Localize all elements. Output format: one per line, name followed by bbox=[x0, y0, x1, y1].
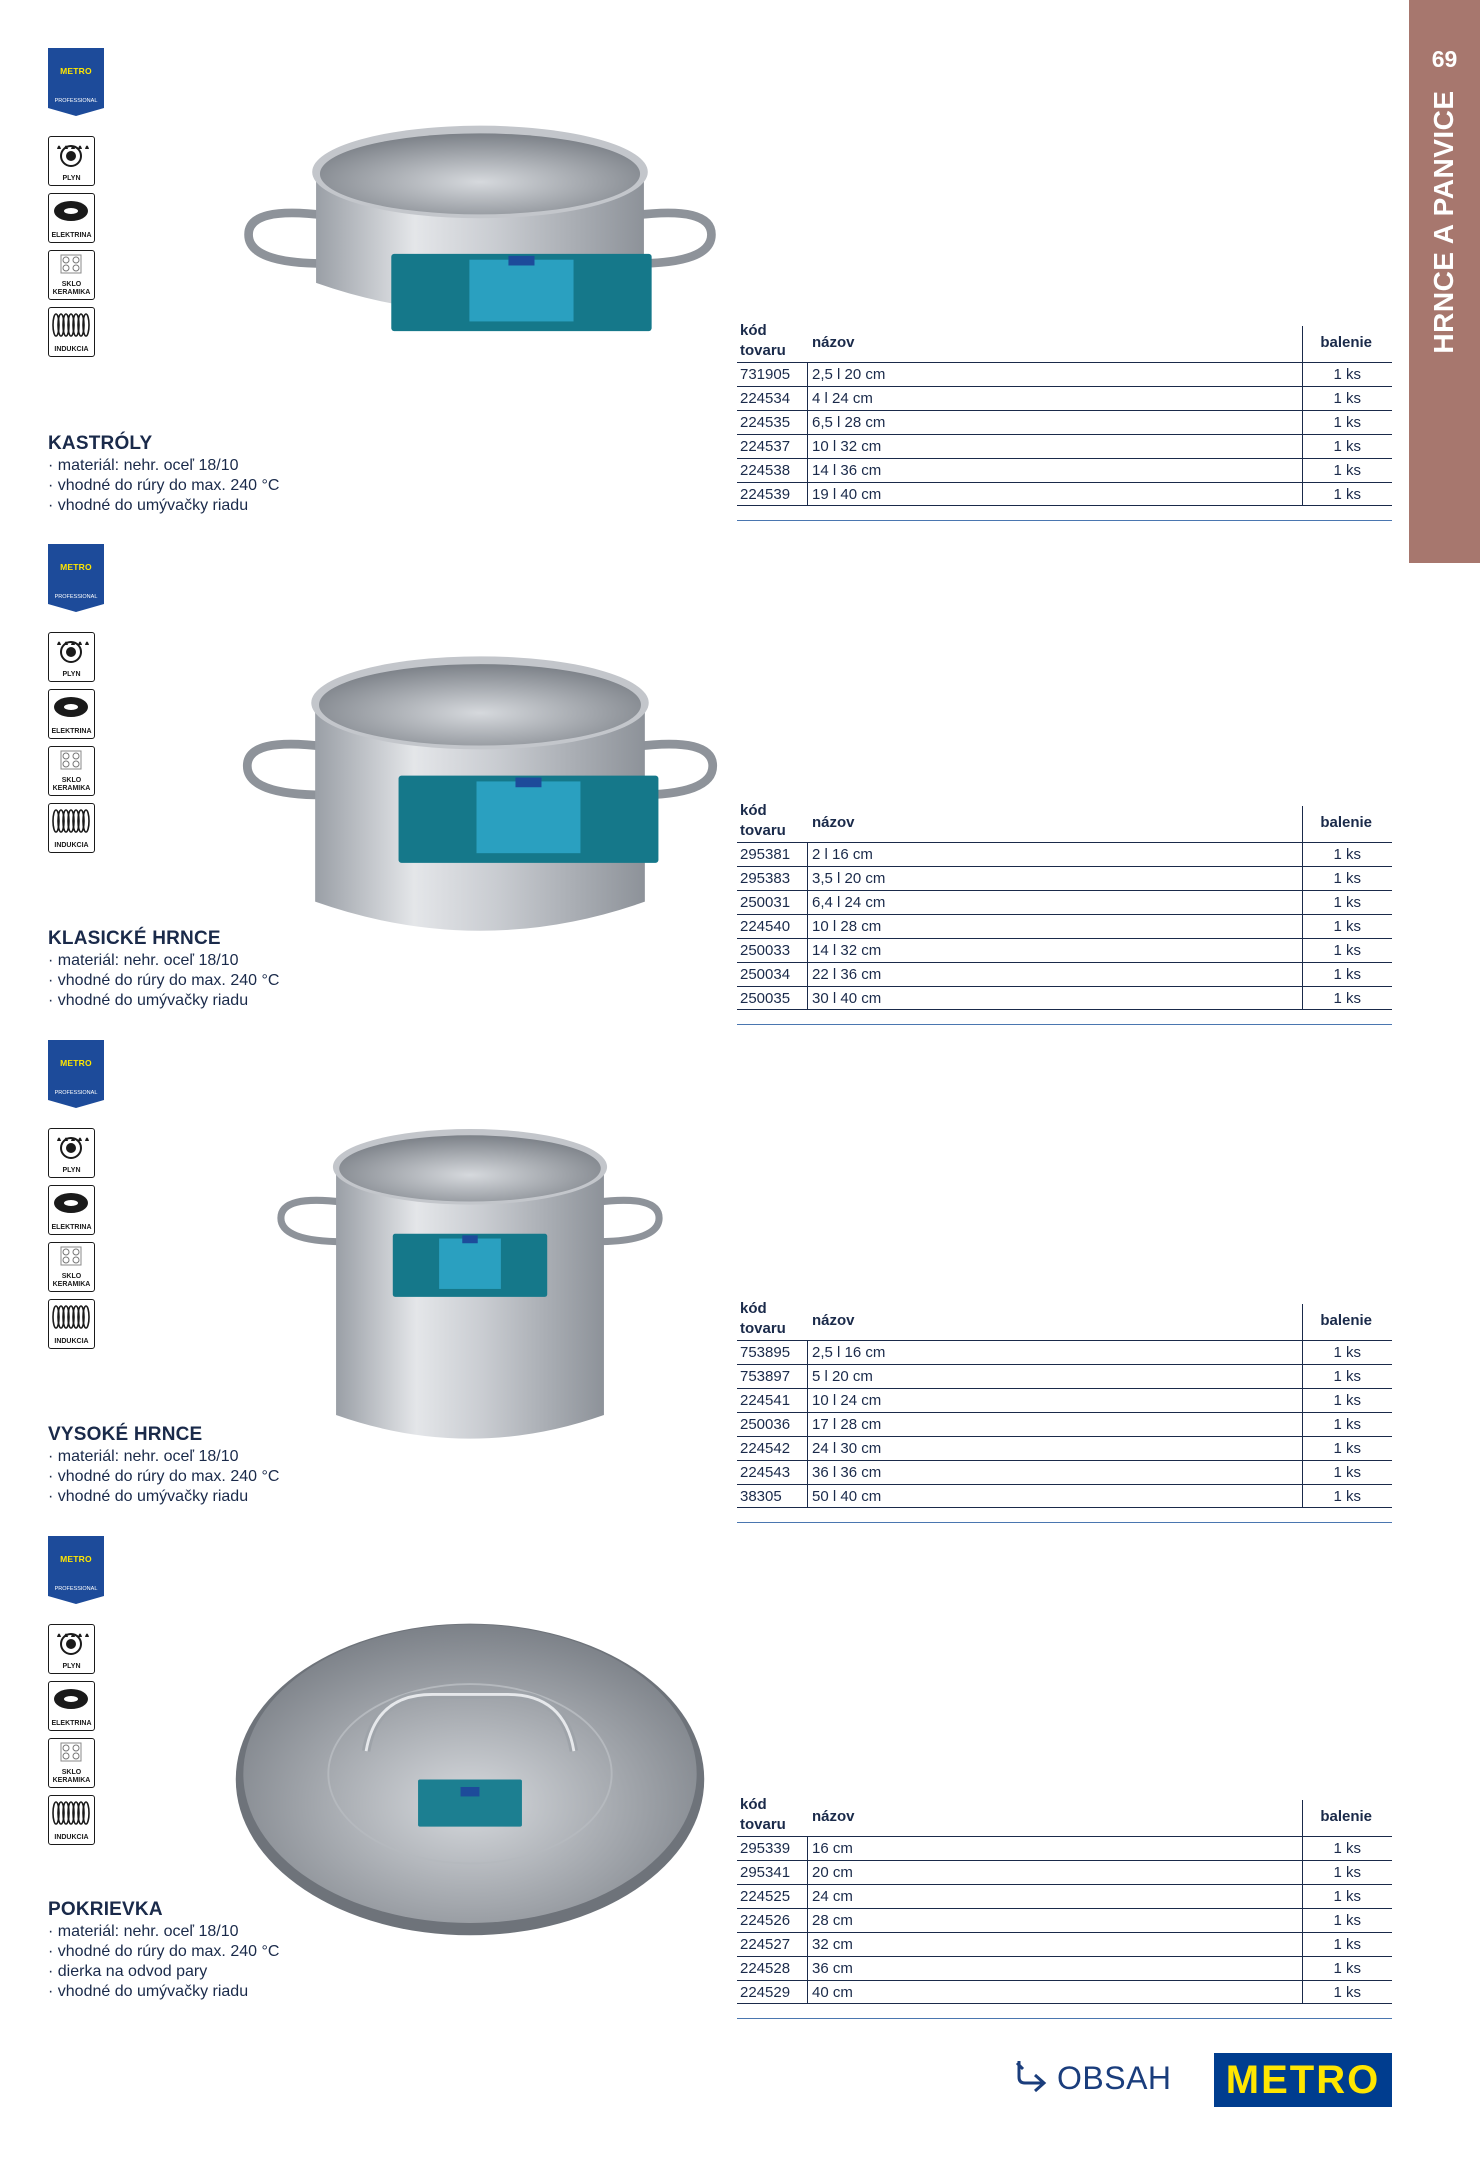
product-image bbox=[210, 1600, 730, 1940]
header-code-line2: tovaru bbox=[740, 1816, 786, 1833]
product-image bbox=[160, 90, 800, 360]
table-row bbox=[737, 458, 1392, 482]
row-pack: 1 ks bbox=[1333, 894, 1361, 911]
metro-professional-badge bbox=[48, 544, 104, 612]
glass-line1: SKLO bbox=[61, 777, 82, 784]
table-row bbox=[737, 986, 1392, 1010]
row-name: 17 l 28 cm bbox=[812, 1416, 882, 1433]
product-title: KASTRÓLY bbox=[48, 433, 153, 454]
badge-subtitle: PROFESSIONAL bbox=[54, 98, 98, 104]
row-pack: 1 ks bbox=[1333, 1960, 1361, 1977]
electric-cooktop-label: ELEKTRINA bbox=[51, 232, 92, 239]
table-row bbox=[737, 866, 1392, 890]
badge-logo-text: METRO bbox=[60, 1058, 92, 1068]
product-description bbox=[48, 928, 279, 1011]
row-pack: 1 ks bbox=[1333, 462, 1361, 479]
row-pack: 1 ks bbox=[1333, 990, 1361, 1007]
header-code-line1: kód bbox=[740, 1796, 767, 1813]
glass-line2: KERAMIKA bbox=[52, 1777, 91, 1784]
table-row bbox=[737, 386, 1392, 410]
row-pack: 1 ks bbox=[1333, 486, 1361, 503]
header-name: názov bbox=[812, 334, 855, 351]
table-row bbox=[737, 1484, 1392, 1508]
table-row bbox=[737, 1860, 1392, 1884]
table-header bbox=[737, 800, 1392, 842]
glass-line2: KERAMIKA bbox=[52, 1281, 91, 1288]
row-pack: 1 ks bbox=[1333, 1984, 1361, 2001]
row-name: 36 l 36 cm bbox=[812, 1464, 882, 1481]
row-name: 2 l 16 cm bbox=[812, 846, 873, 863]
row-name: 3,5 l 20 cm bbox=[812, 870, 886, 887]
product-feature: · dierka na odvod pary bbox=[48, 1963, 208, 1980]
induction-cooktop-label: INDUKCIA bbox=[54, 1834, 89, 1841]
table-row bbox=[737, 962, 1392, 986]
gas-cooktop-label: PLYN bbox=[62, 671, 81, 678]
induction-cooktop-icon bbox=[48, 803, 95, 853]
row-code: 295341 bbox=[740, 1864, 791, 1881]
row-pack: 1 ks bbox=[1333, 1840, 1361, 1857]
header-name: názov bbox=[812, 1808, 855, 1825]
glass-line2: KERAMIKA bbox=[52, 785, 91, 792]
header-code bbox=[740, 801, 810, 841]
row-code: 224535 bbox=[740, 414, 791, 431]
table-row bbox=[737, 1980, 1392, 2004]
row-name: 28 cm bbox=[812, 1912, 853, 1929]
row-pack: 1 ks bbox=[1333, 918, 1361, 935]
row-name: 50 l 40 cm bbox=[812, 1488, 882, 1505]
header-code bbox=[740, 321, 810, 361]
row-name: 24 cm bbox=[812, 1888, 853, 1905]
row-code: 295383 bbox=[740, 870, 791, 887]
glass-line1: SKLO bbox=[61, 1273, 82, 1280]
gas-cooktop-icon bbox=[48, 632, 95, 682]
row-name: 22 l 36 cm bbox=[812, 966, 882, 983]
row-name: 40 cm bbox=[812, 1984, 853, 2001]
table-row bbox=[737, 1388, 1392, 1412]
row-pack: 1 ks bbox=[1333, 1488, 1361, 1505]
section-divider bbox=[737, 520, 1392, 521]
product-title: POKRIEVKA bbox=[48, 1899, 163, 1920]
product-feature: · vhodné do umývačky riadu bbox=[48, 497, 249, 514]
table-header bbox=[737, 1794, 1392, 1836]
glass-cooktop-icon bbox=[48, 1738, 95, 1788]
header-code-line2: tovaru bbox=[740, 822, 786, 839]
row-name: 6,5 l 28 cm bbox=[812, 414, 886, 431]
table-row bbox=[737, 890, 1392, 914]
section-divider bbox=[737, 2018, 1392, 2019]
row-pack: 1 ks bbox=[1333, 1416, 1361, 1433]
gas-cooktop-icon bbox=[48, 1128, 95, 1178]
badge-subtitle: PROFESSIONAL bbox=[54, 594, 98, 600]
row-code: 224538 bbox=[740, 462, 791, 479]
table-row bbox=[737, 1836, 1392, 1860]
table-row bbox=[737, 1436, 1392, 1460]
product-feature: · materiál: nehr. oceľ 18/10 bbox=[48, 952, 239, 969]
table-row bbox=[737, 1460, 1392, 1484]
contents-arrow-icon bbox=[1013, 2057, 1051, 2100]
metro-logo-text: METRO bbox=[1225, 2057, 1381, 2102]
row-pack: 1 ks bbox=[1333, 1368, 1361, 1385]
row-pack: 1 ks bbox=[1333, 1864, 1361, 1881]
table-row bbox=[737, 938, 1392, 962]
header-name: názov bbox=[812, 814, 855, 831]
row-code: 224543 bbox=[740, 1464, 791, 1481]
row-code: 224525 bbox=[740, 1888, 791, 1905]
section-title: HRNCE A PANVICE bbox=[1428, 90, 1459, 354]
section-divider bbox=[737, 1522, 1392, 1523]
product-feature: · materiál: nehr. oceľ 18/10 bbox=[48, 457, 239, 474]
row-code: 224537 bbox=[740, 438, 791, 455]
row-code: 753895 bbox=[740, 1344, 791, 1361]
product-description bbox=[48, 433, 279, 516]
table-row bbox=[737, 362, 1392, 386]
row-code: 753897 bbox=[740, 1368, 791, 1385]
table-row bbox=[737, 1932, 1392, 1956]
electric-cooktop-icon bbox=[48, 1681, 95, 1731]
header-pack: balenie bbox=[1320, 1312, 1372, 1329]
glass-cooktop-label bbox=[49, 1769, 94, 1785]
row-code: 224540 bbox=[740, 918, 791, 935]
contents-label: OBSAH bbox=[1057, 2059, 1172, 2096]
row-pack: 1 ks bbox=[1333, 966, 1361, 983]
product-image bbox=[210, 1050, 730, 1520]
row-name: 32 cm bbox=[812, 1936, 853, 1953]
table-row bbox=[737, 1956, 1392, 1980]
product-feature: · vhodné do umývačky riadu bbox=[48, 1983, 249, 2000]
gas-cooktop-icon bbox=[48, 1624, 95, 1674]
row-code: 250033 bbox=[740, 942, 791, 959]
row-code: 224542 bbox=[740, 1440, 791, 1457]
badge-subtitle: PROFESSIONAL bbox=[54, 1090, 98, 1096]
induction-cooktop-icon bbox=[48, 1299, 95, 1349]
row-pack: 1 ks bbox=[1333, 1464, 1361, 1481]
row-pack: 1 ks bbox=[1333, 870, 1361, 887]
electric-cooktop-label: ELEKTRINA bbox=[51, 1224, 92, 1231]
row-name: 6,4 l 24 cm bbox=[812, 894, 886, 911]
glass-cooktop-label bbox=[49, 281, 94, 297]
product-feature: · vhodné do umývačky riadu bbox=[48, 1488, 249, 1505]
row-name: 5 l 20 cm bbox=[812, 1368, 873, 1385]
header-code bbox=[740, 1795, 810, 1835]
electric-cooktop-label: ELEKTRINA bbox=[51, 1720, 92, 1727]
row-pack: 1 ks bbox=[1333, 1912, 1361, 1929]
row-code: 224534 bbox=[740, 390, 791, 407]
product-title: KLASICKÉ HRNCE bbox=[48, 928, 221, 949]
row-code: 250034 bbox=[740, 966, 791, 983]
row-name: 2,5 l 16 cm bbox=[812, 1344, 886, 1361]
table-row bbox=[737, 434, 1392, 458]
product-feature: · vhodné do umývačky riadu bbox=[48, 992, 249, 1009]
product-feature: · materiál: nehr. oceľ 18/10 bbox=[48, 1448, 239, 1465]
row-code: 224539 bbox=[740, 486, 791, 503]
product-table bbox=[737, 320, 1392, 506]
row-pack: 1 ks bbox=[1333, 390, 1361, 407]
page-number: 69 bbox=[1431, 46, 1458, 72]
header-pack: balenie bbox=[1320, 1808, 1372, 1825]
header-code-line1: kód bbox=[740, 322, 767, 339]
table-row bbox=[737, 914, 1392, 938]
table-header bbox=[737, 320, 1392, 362]
row-code: 731905 bbox=[740, 366, 791, 383]
electric-cooktop-icon bbox=[48, 1185, 95, 1235]
electric-cooktop-label: ELEKTRINA bbox=[51, 728, 92, 735]
table-row bbox=[737, 1340, 1392, 1364]
contents-link[interactable] bbox=[1013, 2056, 1172, 2100]
glass-line1: SKLO bbox=[61, 281, 82, 288]
product-table bbox=[737, 1298, 1392, 1508]
header-code-line1: kód bbox=[740, 1300, 767, 1317]
glass-cooktop-label bbox=[49, 777, 94, 793]
gas-cooktop-icon bbox=[48, 136, 95, 186]
header-pack: balenie bbox=[1320, 814, 1372, 831]
product-title: VYSOKÉ HRNCE bbox=[48, 1424, 203, 1445]
header-code-line2: tovaru bbox=[740, 1320, 786, 1337]
row-code: 224529 bbox=[740, 1984, 791, 2001]
product-feature: · vhodné do rúry do max. 240 °C bbox=[48, 1943, 280, 1960]
product-table bbox=[737, 1794, 1392, 2004]
row-code: 295381 bbox=[740, 846, 791, 863]
row-code: 224541 bbox=[740, 1392, 791, 1409]
metro-professional-badge bbox=[48, 48, 104, 116]
row-pack: 1 ks bbox=[1333, 1440, 1361, 1457]
row-name: 4 l 24 cm bbox=[812, 390, 873, 407]
header-pack: balenie bbox=[1320, 334, 1372, 351]
row-code: 250036 bbox=[740, 1416, 791, 1433]
table-row bbox=[737, 1884, 1392, 1908]
induction-cooktop-icon bbox=[48, 307, 95, 357]
glass-cooktop-label bbox=[49, 1273, 94, 1289]
row-code: 224526 bbox=[740, 1912, 791, 1929]
table-row bbox=[737, 1412, 1392, 1436]
table-row bbox=[737, 482, 1392, 506]
row-name: 30 l 40 cm bbox=[812, 990, 882, 1007]
product-feature: · vhodné do rúry do max. 240 °C bbox=[48, 972, 280, 989]
induction-cooktop-icon bbox=[48, 1795, 95, 1845]
row-pack: 1 ks bbox=[1333, 846, 1361, 863]
badge-logo-text: METRO bbox=[60, 1554, 92, 1564]
table-row bbox=[737, 1908, 1392, 1932]
gas-cooktop-label: PLYN bbox=[62, 1663, 81, 1670]
induction-cooktop-label: INDUKCIA bbox=[54, 1338, 89, 1345]
header-code-line2: tovaru bbox=[740, 342, 786, 359]
row-pack: 1 ks bbox=[1333, 1392, 1361, 1409]
row-name: 10 l 32 cm bbox=[812, 438, 882, 455]
induction-cooktop-label: INDUKCIA bbox=[54, 842, 89, 849]
gas-cooktop-label: PLYN bbox=[62, 175, 81, 182]
glass-cooktop-icon bbox=[48, 250, 95, 300]
header-code-line1: kód bbox=[740, 802, 767, 819]
induction-cooktop-label: INDUKCIA bbox=[54, 346, 89, 353]
row-name: 24 l 30 cm bbox=[812, 1440, 882, 1457]
header-name: názov bbox=[812, 1312, 855, 1329]
metro-logo bbox=[1214, 2053, 1392, 2107]
row-code: 250031 bbox=[740, 894, 791, 911]
metro-professional-badge bbox=[48, 1040, 104, 1108]
glass-line2: KERAMIKA bbox=[52, 289, 91, 296]
glass-cooktop-icon bbox=[48, 746, 95, 796]
row-pack: 1 ks bbox=[1333, 942, 1361, 959]
row-pack: 1 ks bbox=[1333, 1888, 1361, 1905]
product-feature: · vhodné do rúry do max. 240 °C bbox=[48, 1468, 280, 1485]
product-feature: · vhodné do rúry do max. 240 °C bbox=[48, 477, 280, 494]
row-code: 224528 bbox=[740, 1960, 791, 1977]
row-name: 20 cm bbox=[812, 1864, 853, 1881]
gas-cooktop-label: PLYN bbox=[62, 1167, 81, 1174]
electric-cooktop-icon bbox=[48, 689, 95, 739]
header-code bbox=[740, 1299, 810, 1339]
row-code: 38305 bbox=[740, 1488, 782, 1505]
row-name: 2,5 l 20 cm bbox=[812, 366, 886, 383]
table-row bbox=[737, 842, 1392, 866]
row-name: 14 l 32 cm bbox=[812, 942, 882, 959]
glass-line1: SKLO bbox=[61, 1769, 82, 1776]
row-code: 250035 bbox=[740, 990, 791, 1007]
section-divider bbox=[737, 1024, 1392, 1025]
glass-cooktop-icon bbox=[48, 1242, 95, 1292]
row-pack: 1 ks bbox=[1333, 1936, 1361, 1953]
table-row bbox=[737, 1364, 1392, 1388]
row-name: 19 l 40 cm bbox=[812, 486, 882, 503]
metro-professional-badge bbox=[48, 1536, 104, 1604]
badge-subtitle: PROFESSIONAL bbox=[54, 1586, 98, 1592]
product-feature: · materiál: nehr. oceľ 18/10 bbox=[48, 1923, 239, 1940]
row-name: 10 l 28 cm bbox=[812, 918, 882, 935]
row-pack: 1 ks bbox=[1333, 414, 1361, 431]
product-table bbox=[737, 800, 1392, 1010]
table-row bbox=[737, 410, 1392, 434]
product-description bbox=[48, 1899, 279, 2002]
row-pack: 1 ks bbox=[1333, 366, 1361, 383]
product-description bbox=[48, 1424, 279, 1507]
row-code: 295339 bbox=[740, 1840, 791, 1857]
row-name: 16 cm bbox=[812, 1840, 853, 1857]
badge-logo-text: METRO bbox=[60, 562, 92, 572]
row-name: 14 l 36 cm bbox=[812, 462, 882, 479]
row-name: 36 cm bbox=[812, 1960, 853, 1977]
row-pack: 1 ks bbox=[1333, 1344, 1361, 1361]
table-header bbox=[737, 1298, 1392, 1340]
electric-cooktop-icon bbox=[48, 193, 95, 243]
row-code: 224527 bbox=[740, 1936, 791, 1953]
badge-logo-text: METRO bbox=[60, 66, 92, 76]
row-pack: 1 ks bbox=[1333, 438, 1361, 455]
section-tab bbox=[1409, 0, 1480, 563]
row-name: 10 l 24 cm bbox=[812, 1392, 882, 1409]
